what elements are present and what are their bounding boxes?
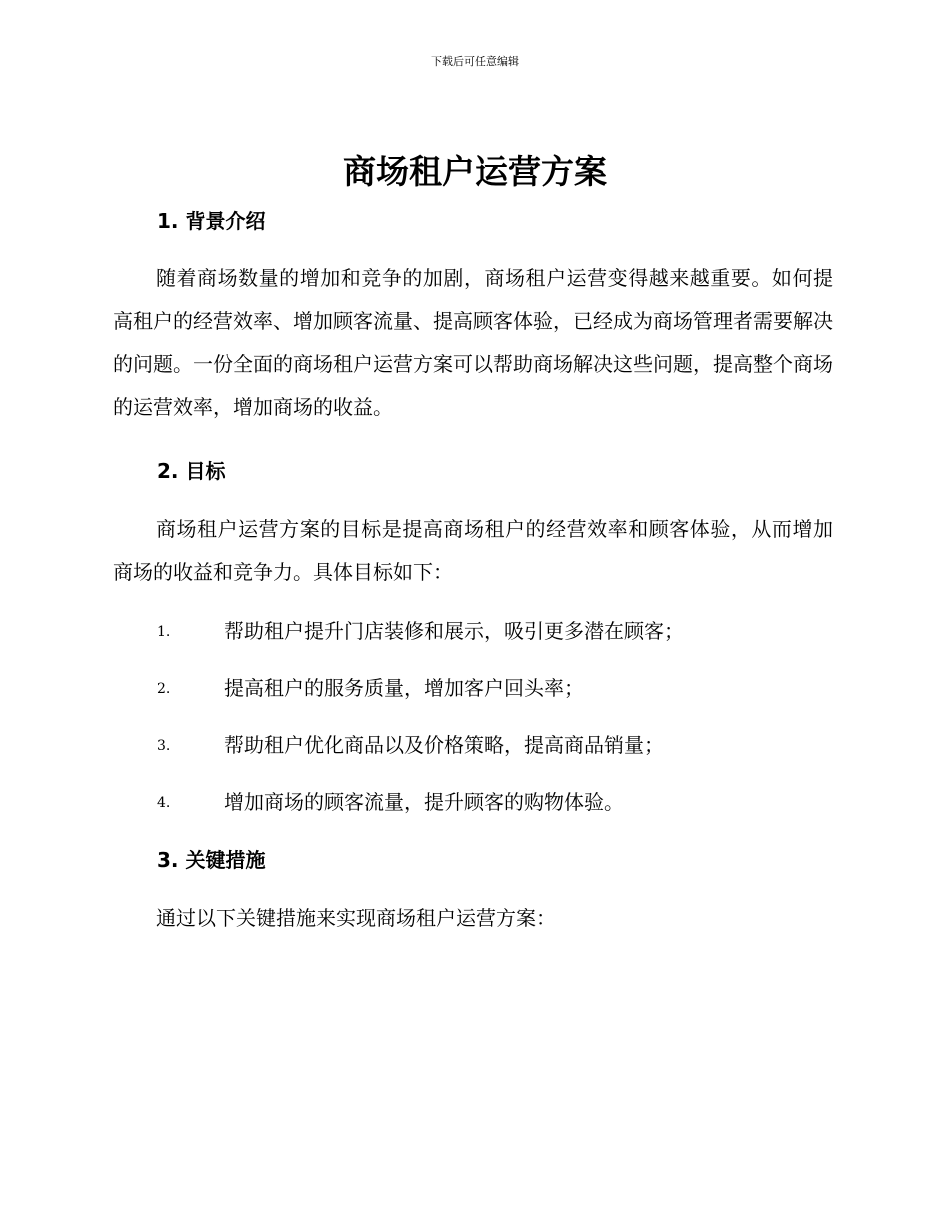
list-item — [0, 617, 800, 647]
list-item-text: 增加商场的顾客流量，提升顾客的购物体验。 — [224, 790, 624, 814]
list-item-text: 帮助租户提升门店装修和展示，吸引更多潜在顾客； — [224, 619, 684, 643]
list-item — [0, 674, 800, 704]
section-paragraph-background: 随着商场数量的增加和竞争的加剧，商场租户运营变得越来越重要。如何提高租户的经营效率、增加顾客流量、提高顾客体验，已经成为商场管理者需要解决的问题。一份全面的商场租户运营方案可以帮助商场解决这些问题，提高整个商场的运营效率，增加商场的收益。 — [113, 266, 833, 419]
section-heading-goals: 2. 目标 — [157, 459, 226, 483]
list-item-text: 帮助租户优化商品以及价格策略，提高商品销量； — [224, 733, 664, 757]
list-item-number: 4. — [157, 795, 171, 811]
list-item-number: 1. — [157, 624, 171, 640]
list-item — [0, 788, 800, 818]
section-heading-key-measures: 3. 关键措施 — [157, 848, 266, 872]
list-item-number: 3. — [157, 738, 171, 754]
section-paragraph-goals: 商场租户运营方案的目标是提高商场租户的经营效率和顾客体验，从而增加商场的收益和竞争力。具体目标如下： — [113, 517, 833, 584]
header-note: 下载后可任意编辑 — [431, 55, 519, 68]
section-heading-background: 1. 背景介绍 — [157, 209, 266, 233]
list-item — [0, 731, 800, 761]
list-item-number: 2. — [157, 681, 171, 697]
list-item-text: 提高租户的服务质量，增加客户回头率； — [224, 676, 584, 700]
section-paragraph-key-measures: 通过以下关键措施来实现商场租户运营方案： — [156, 906, 556, 930]
document-title: 商场租户运营方案 — [343, 152, 607, 191]
